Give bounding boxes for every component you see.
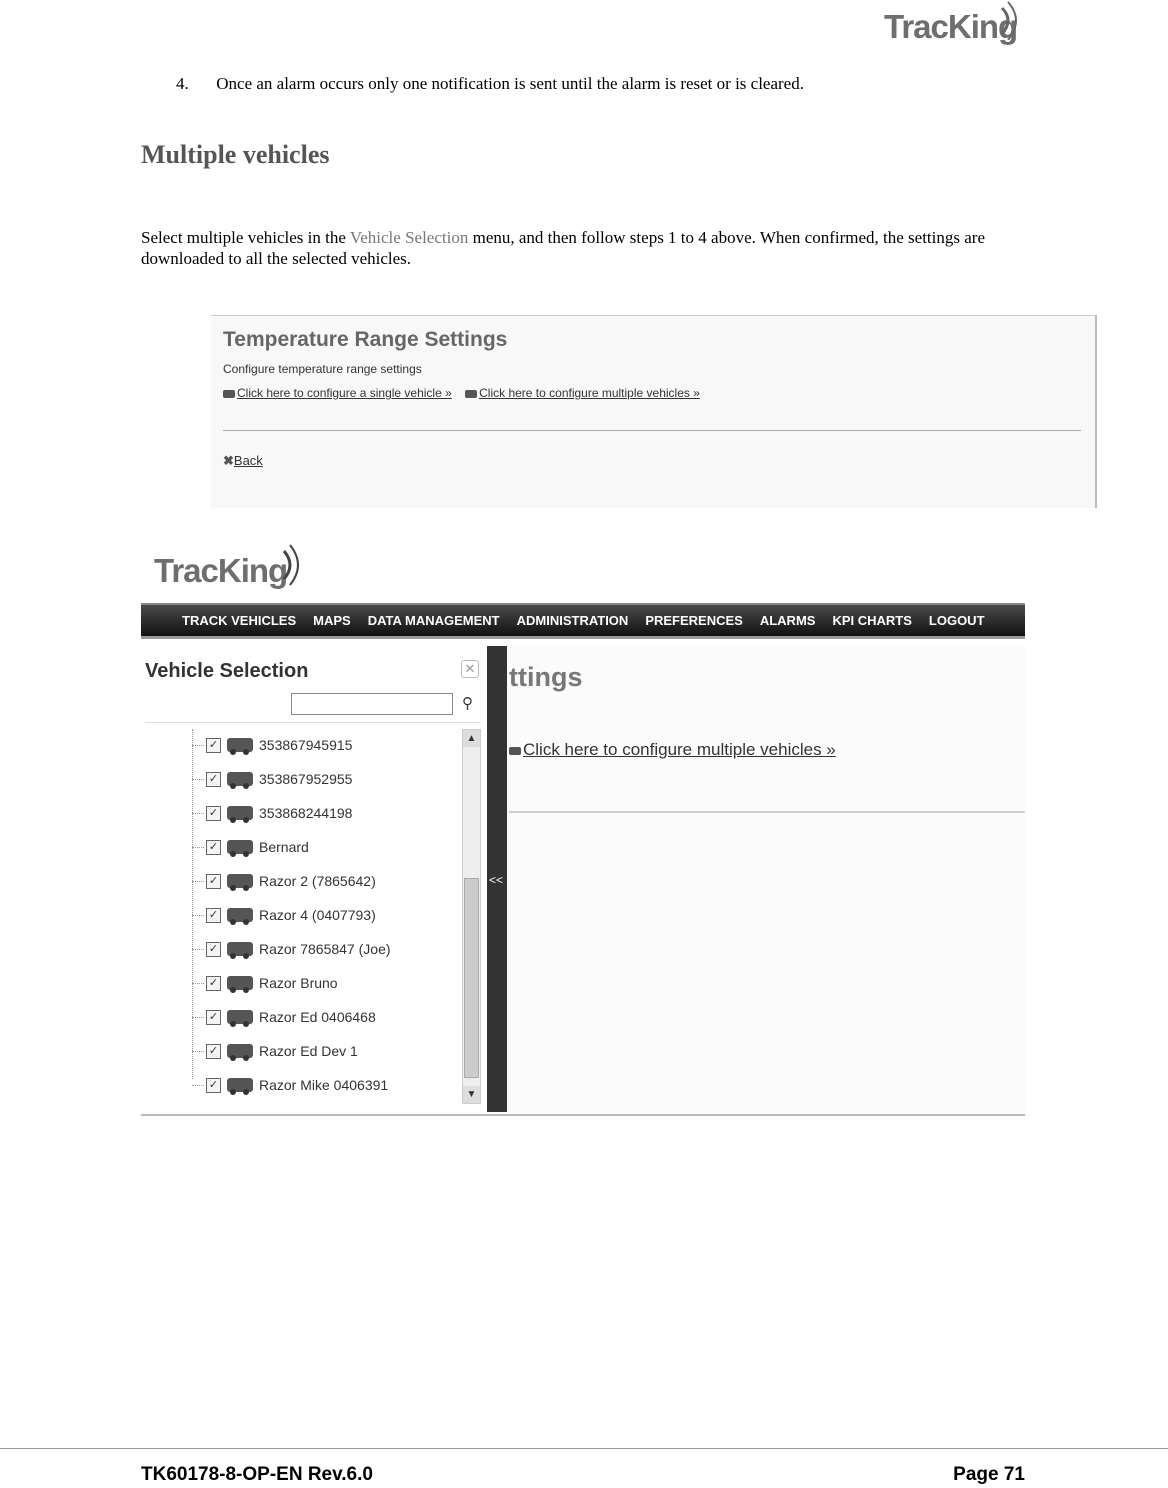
nav-kpi-charts[interactable]: KPI CHARTS [832,613,912,628]
list-item[interactable] [192,802,352,824]
signal-icon [996,0,1026,40]
list-item[interactable] [192,1040,358,1062]
app-logo: TracKing [154,552,287,590]
divider [223,430,1081,431]
list-item[interactable] [192,904,376,926]
truck-icon [227,772,253,786]
close-icon[interactable]: ✕ [461,660,479,678]
binoculars-icon[interactable]: ⚲ [462,695,473,712]
vehicle-selection-panel [141,646,488,1112]
multiple-vehicles-link[interactable]: Click here to configure multiple vehicles » [479,386,700,400]
nav-track-vehicles[interactable]: TRACK VEHICLES [182,613,297,628]
step-text: Once an alarm occurs only one notification is sent until the alarm is reset or is cleared. [216,74,804,93]
truck-icon [227,976,253,990]
collapse-label: << [488,873,503,887]
vehicle-selection-ref: Vehicle Selection [349,228,469,247]
list-item[interactable] [192,972,338,994]
list-item[interactable] [192,1006,376,1028]
list-item[interactable] [192,870,376,892]
doc-id: TK60178-8-OP-EN Rev.6.0 [141,1464,373,1485]
settings-title: Temperature Range Settings [223,328,508,351]
checkbox[interactable]: ✓ [206,942,221,957]
multiple-vehicles-link-label: Click here to configure multiple vehicles » [523,740,836,759]
truck-icon [227,1010,253,1024]
back-label: Back [233,453,263,468]
vehicle-label: Razor Ed Dev 1 [259,1043,358,1059]
para-text-1: Select multiple vehicles in the [141,228,346,247]
truck-icon [227,874,253,888]
config-links [223,386,700,400]
list-item[interactable] [192,836,309,858]
panel-title: Vehicle Selection [145,660,309,682]
checkbox[interactable]: ✓ [206,908,221,923]
truck-icon [227,806,253,820]
truck-icon [227,908,253,922]
scroll-up-icon[interactable]: ▲ [463,730,480,747]
scroll-down-icon[interactable]: ▼ [463,1086,480,1103]
temperature-settings-screenshot [211,315,1097,508]
checkbox[interactable]: ✓ [206,806,221,821]
nav-logout[interactable]: LOGOUT [928,613,985,628]
list-item[interactable] [192,1074,388,1096]
vehicle-label: 353868244198 [259,805,353,821]
vehicle-label: 353867945915 [259,737,353,753]
step-item [176,74,804,94]
checkbox[interactable]: ✓ [206,738,221,753]
vehicle-search-input[interactable] [291,693,453,715]
vehicle-label: Razor Ed 0406468 [259,1009,376,1025]
truck-icon [223,390,235,398]
trucks-icon [509,747,521,755]
signal-icon [278,543,308,587]
app-content [141,646,1025,1116]
vehicle-label: Razor 2 (7865642) [259,873,376,889]
checkbox[interactable]: ✓ [206,840,221,855]
truck-icon [227,738,253,752]
single-vehicle-link[interactable]: Click here to configure a single vehicle » [237,386,452,400]
back-button[interactable] [223,453,263,469]
panel-collapse-splitter[interactable] [487,646,507,1112]
scroll-thumb[interactable] [464,878,479,1078]
list-item[interactable] [192,734,352,756]
vehicle-label: Razor Bruno [259,975,338,991]
vehicle-list-scrollbar[interactable] [462,729,481,1104]
vehicle-label: Razor 4 (0407793) [259,907,376,923]
footer-rule [0,1448,1168,1449]
multiple-vehicles-link-bg[interactable] [509,740,836,760]
main-nav [141,603,1025,639]
truck-icon [227,840,253,854]
vehicle-label: Bernard [259,839,309,855]
page-title-partial: ttings [509,662,583,692]
checkbox[interactable]: ✓ [206,772,221,787]
list-item[interactable] [192,938,391,960]
settings-subtitle: Configure temperature range settings [223,362,422,376]
section-title: Multiple vehicles [141,140,330,169]
list-item[interactable] [192,768,352,790]
page-number: Page 71 [953,1464,1025,1485]
nav-data-management[interactable]: DATA MANAGEMENT [367,613,500,628]
vehicle-label: Razor 7865847 (Joe) [259,941,391,957]
trucks-icon [465,390,477,398]
divider [509,811,1025,813]
step-number: 4. [176,74,189,93]
vehicle-label: Razor Mike 0406391 [259,1077,389,1093]
close-icon: ✖ [223,453,234,468]
truck-icon [227,1044,253,1058]
checkbox[interactable]: ✓ [206,1010,221,1025]
checkbox[interactable]: ✓ [206,976,221,991]
nav-alarms[interactable]: ALARMS [759,613,816,628]
nav-maps[interactable]: MAPS [313,613,351,628]
tracking-logo: TracKing [884,8,1017,46]
checkbox[interactable]: ✓ [206,874,221,889]
panel-separator [145,722,481,723]
nav-administration[interactable]: ADMINISTRATION [516,613,629,628]
para-text-2: menu, and then follow steps 1 to 4 above. When confirmed, the settings are downloaded to all the selected vehicles. [141,228,985,268]
nav-preferences[interactable]: PREFERENCES [645,613,743,628]
checkbox[interactable]: ✓ [206,1078,221,1093]
truck-icon [227,1078,253,1092]
checkbox[interactable]: ✓ [206,1044,221,1059]
vehicle-label: 353867952955 [259,771,353,787]
truck-icon [227,942,253,956]
section-paragraph [141,227,1036,269]
